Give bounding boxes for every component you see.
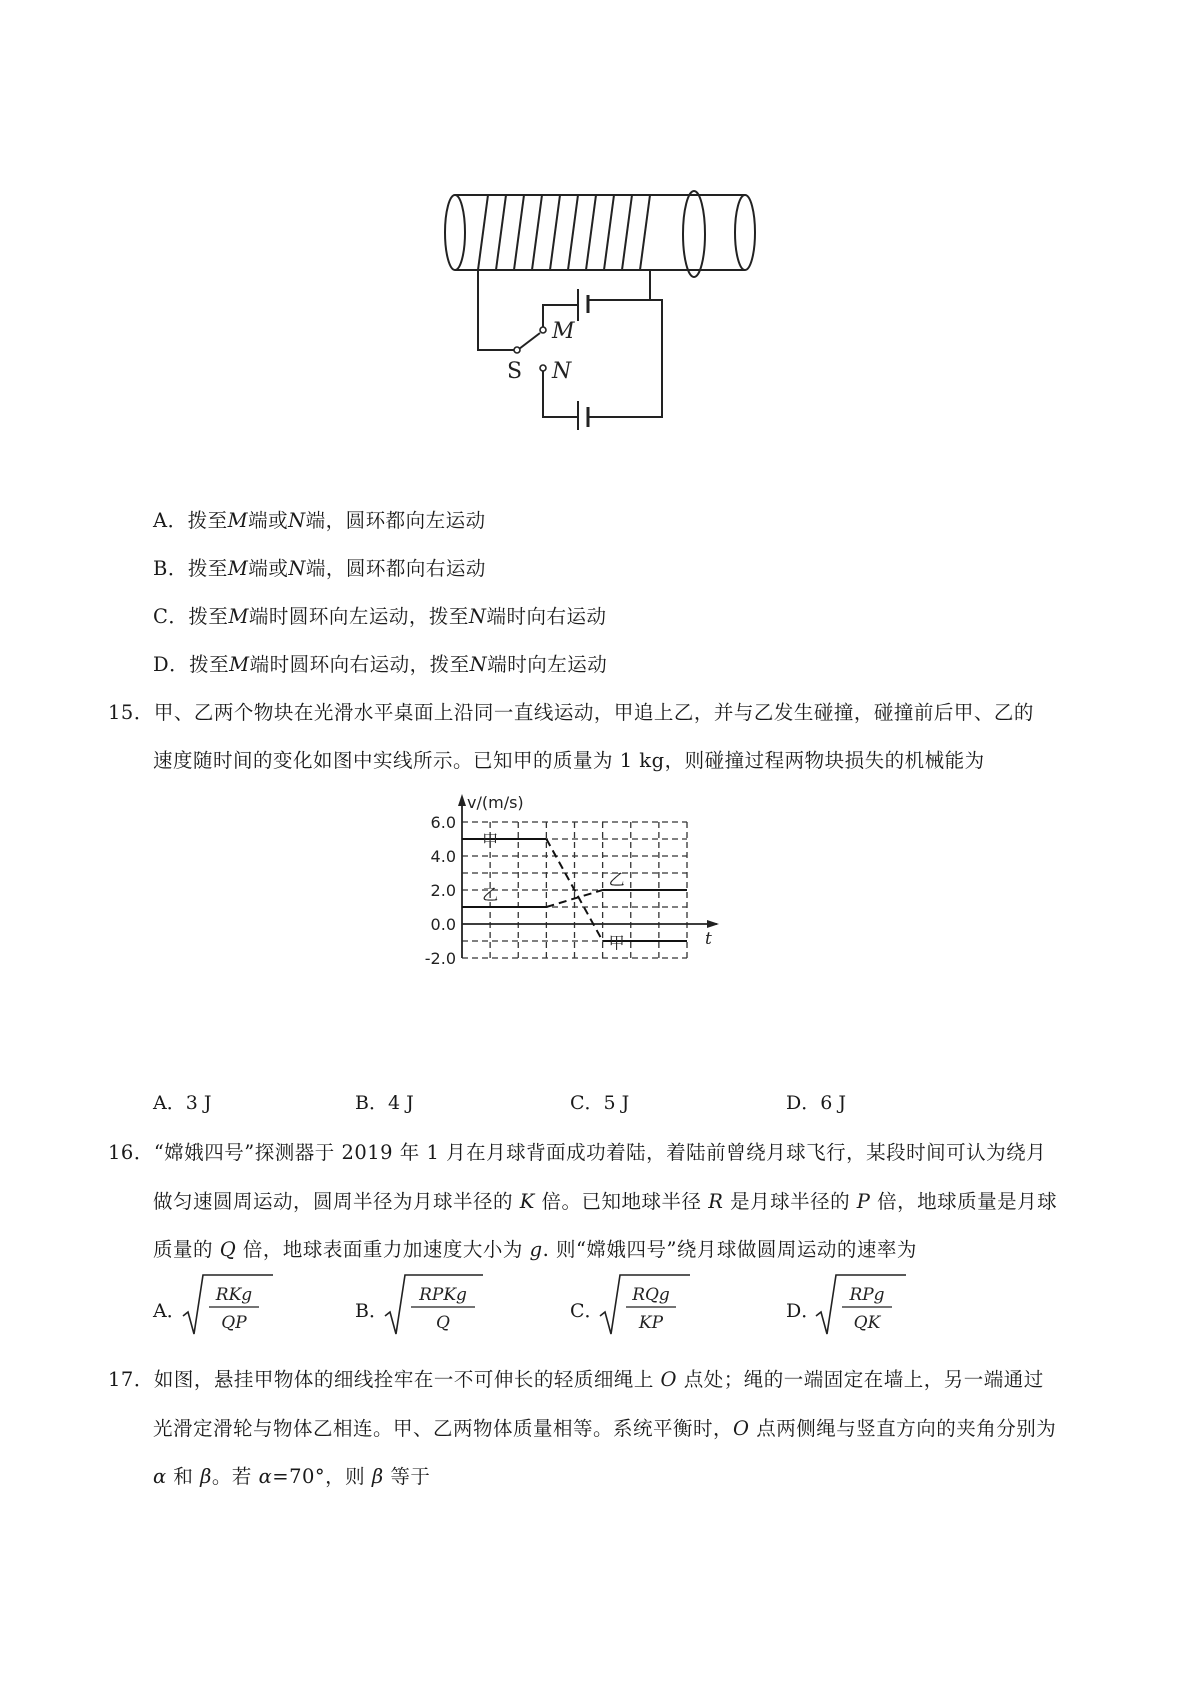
q15-stem-line2: 速度随时间的变化如图中实线所示。已知甲的质量为 1 kg，则碰撞过程两物块损失的机械能为 — [153, 749, 985, 772]
q15-option-c[interactable]: C．5 J — [570, 1092, 630, 1114]
q14-option-c[interactable]: C．拨至M端时圆环向左运动，拨至N端时向右运动 — [153, 605, 607, 628]
q15-option-a[interactable]: A．3 J — [153, 1092, 212, 1114]
series-annotation: 乙 — [482, 885, 499, 905]
y-tick-label: 2.0 — [430, 881, 456, 900]
q16-stem-line2: 做匀速圆周运动，圆周半径为月球半径的 K 倍。已知地球半径 R 是月球半径的 P 倍，地球质量是月球 — [153, 1190, 1058, 1213]
chart-annotations — [482, 832, 625, 953]
q16-number: 16． — [108, 1141, 154, 1164]
switch-blade — [519, 333, 540, 349]
q15-number: 15． — [108, 701, 154, 724]
q16a-numerator: RKg — [215, 1285, 253, 1305]
series-annotation: 甲 — [482, 831, 499, 851]
chart-axes — [458, 793, 719, 958]
q16-option-a[interactable]: A． RKg QP — [153, 1272, 273, 1342]
y-tick-label: 0.0 — [430, 915, 456, 934]
q16-stem-line3: 质量的 Q 倍，地球表面重力加速度大小为 g. 则“嫦娥四号”绕月球做圆周运动的速率为 — [153, 1238, 917, 1261]
coil-windings — [478, 195, 650, 270]
q15-option-b[interactable]: B．4 J — [355, 1092, 414, 1114]
label-M: M — [552, 319, 575, 344]
switch-pivot — [514, 347, 520, 353]
x-axis-arrow-icon — [707, 920, 719, 928]
solenoid-circuit-figure — [440, 185, 770, 430]
q17-stem-line3: α 和 β。若 α=70°，则 β 等于 — [153, 1465, 431, 1488]
y-axis-arrow-icon — [458, 794, 466, 806]
q16d-numerator: RPg — [849, 1285, 885, 1305]
y-tick-label: 6.0 — [430, 813, 456, 832]
sqrt-sign-icon — [598, 1272, 690, 1342]
q16-stem-line1: 16．“嫦娥四号”探测器于 2019 年 1 月在月球背面成功着陆，着陆前曾绕月球飞行，某段时间可认为绕月 — [108, 1141, 1047, 1164]
q14-option-d[interactable]: D．拨至M端时圆环向右运动，拨至N端时向左运动 — [153, 653, 608, 676]
label-N: N — [552, 359, 572, 384]
metal-ring — [683, 191, 705, 277]
q16-option-d[interactable]: D． RPg QK — [786, 1272, 906, 1342]
q17-stem-line2: 光滑定滑轮与物体乙相连。甲、乙两物体质量相等。系统平衡时，O 点两侧绳与竖直方向的夹角分别为 — [153, 1417, 1057, 1440]
q16d-denominator: QK — [853, 1313, 881, 1333]
q16a-denominator: QP — [221, 1313, 247, 1333]
terminal-M — [540, 327, 546, 333]
chart-ticks — [425, 813, 456, 968]
velocity-time-chart — [420, 790, 740, 1050]
series-annotation: 甲 — [608, 933, 625, 953]
y-tick-label: -2.0 — [424, 949, 456, 968]
sqrt-sign-icon — [814, 1272, 906, 1342]
q17-number: 17． — [108, 1368, 154, 1391]
q15-stem-line1: 15．甲、乙两个物块在光滑水平桌面上沿同一直线运动，甲追上乙，并与乙发生碰撞，碰撞前后甲、乙的 — [108, 701, 1034, 724]
y-axis-label: v/(m/s) — [467, 793, 524, 812]
cylinder-right-end — [735, 195, 755, 270]
q16b-numerator: RPKg — [419, 1285, 467, 1305]
left-wire — [478, 270, 515, 350]
sqrt-sign-icon — [181, 1272, 273, 1342]
cylinder-left-end — [445, 195, 465, 270]
q14-option-a[interactable]: A．拨至M端或N端，圆环都向左运动 — [153, 509, 486, 532]
x-axis-label: t — [705, 929, 712, 949]
q15-option-d[interactable]: D．6 J — [786, 1092, 846, 1114]
y-tick-label: 4.0 — [430, 847, 456, 866]
q16-option-c[interactable]: C． RQg KP — [570, 1272, 690, 1342]
terminal-N — [540, 365, 546, 371]
label-S: S — [507, 359, 523, 384]
q16c-numerator: RQg — [632, 1285, 670, 1305]
series-annotation: 乙 — [608, 869, 625, 889]
q16c-denominator: KP — [638, 1313, 664, 1333]
sqrt-sign-icon — [383, 1272, 483, 1342]
q16-option-b[interactable]: B． RPKg Q — [355, 1272, 485, 1342]
q17-stem-line1: 17．如图，悬挂甲物体的细线拴牢在一不可伸长的轻质细绳上 O 点处；绳的一端固定在墙上，另一端通过 — [108, 1368, 1044, 1391]
q14-option-b[interactable]: B．拨至M端或N端，圆环都向右运动 — [153, 557, 486, 580]
right-wire — [588, 270, 662, 417]
q16b-denominator: Q — [436, 1313, 450, 1333]
